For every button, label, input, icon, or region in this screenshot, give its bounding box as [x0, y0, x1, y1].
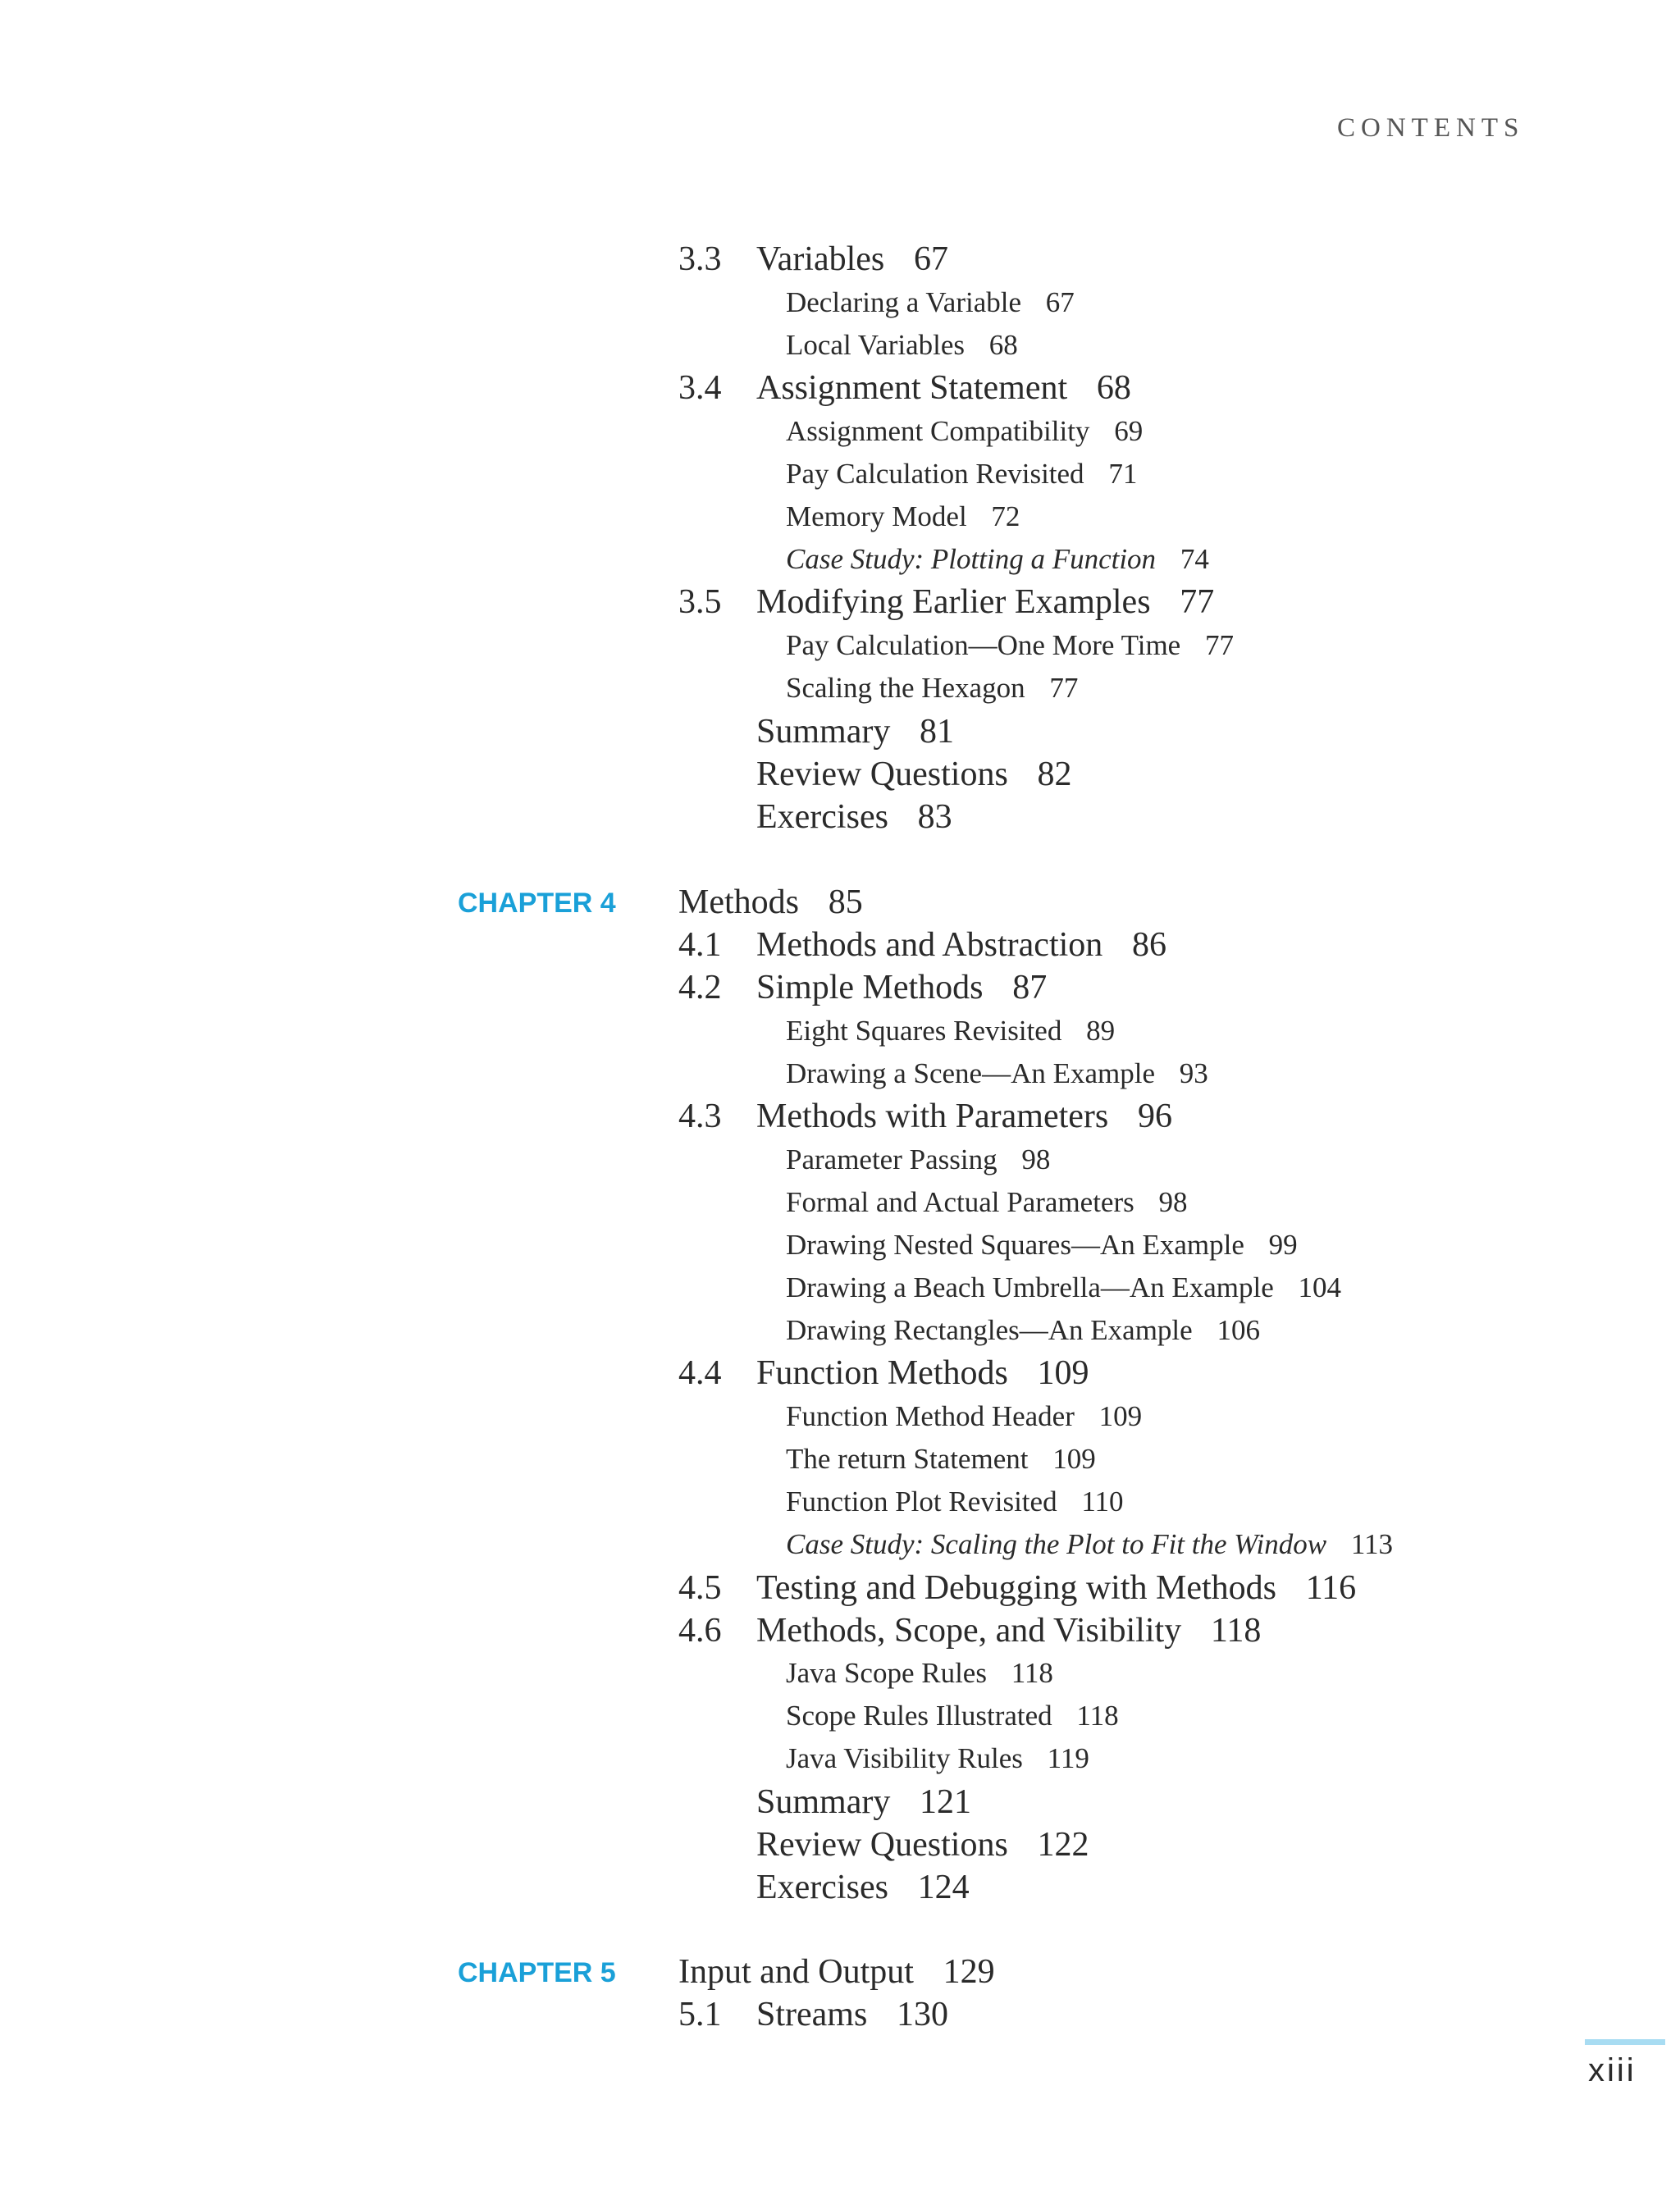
entry-page-number: 89 — [1086, 1015, 1116, 1047]
entry-page-number: 122 — [1037, 1826, 1089, 1864]
entry-page-number: 77 — [1180, 583, 1215, 621]
subsection-entry — [786, 415, 1143, 448]
entry-page-number: 72 — [991, 500, 1020, 532]
entry-page-number: 104 — [1298, 1271, 1342, 1303]
entry-title: Drawing Nested Squares—An Example — [786, 1229, 1244, 1261]
subsection-entry — [786, 1143, 1050, 1176]
folio-rule — [1585, 2039, 1665, 2045]
chapter-entry — [678, 1952, 995, 1992]
entry-title: Function Methods — [756, 1354, 1008, 1392]
subsection-entry — [786, 1015, 1115, 1047]
entry-page-number: 109 — [1098, 1400, 1143, 1432]
subsection-entry — [786, 1229, 1298, 1262]
entry-title: Java Scope Rules — [786, 1657, 987, 1689]
entry-title: Eight Squares Revisited — [786, 1015, 1062, 1047]
page-number: xiii — [1588, 2052, 1637, 2088]
section-number: 4.6 — [678, 1612, 722, 1650]
chapter-entry — [678, 883, 863, 922]
section-entry — [756, 712, 954, 751]
chapter-label: CHAPTER 4 — [458, 888, 616, 919]
subsection-entry — [786, 543, 1209, 576]
entry-title: Review Questions — [756, 1826, 1008, 1864]
section-number: 4.4 — [678, 1354, 722, 1392]
section-entry — [756, 240, 948, 279]
section-entry — [756, 1611, 1261, 1650]
entry-page-number: 74 — [1180, 543, 1209, 575]
subsection-entry — [786, 500, 1020, 533]
section-number: 3.3 — [678, 240, 722, 278]
section-entry — [756, 755, 1071, 794]
entry-title: Scope Rules Illustrated — [786, 1700, 1052, 1732]
section-entry — [756, 368, 1131, 408]
subsection-entry — [786, 286, 1075, 319]
subsection-entry — [786, 1657, 1053, 1690]
entry-title: Methods with Parameters — [756, 1098, 1109, 1135]
entry-title: Function Plot Revisited — [786, 1486, 1057, 1518]
entry-title: The return Statement — [786, 1443, 1029, 1475]
entry-title: Summary — [756, 713, 891, 751]
subsection-entry — [786, 1700, 1119, 1732]
entry-title: Pay Calculation—One More Time — [786, 629, 1181, 661]
entry-page-number: 69 — [1114, 415, 1144, 447]
entry-page-number: 99 — [1268, 1229, 1298, 1261]
section-entry — [756, 1097, 1172, 1136]
entry-page-number: 129 — [943, 1953, 995, 1991]
subsection-entry — [786, 1186, 1187, 1219]
entry-title: Declaring a Variable — [786, 286, 1021, 318]
entry-page-number: 113 — [1350, 1528, 1394, 1560]
entry-title: Case Study: Plotting a Function — [786, 543, 1157, 575]
running-head: CONTENTS — [1337, 113, 1525, 143]
entry-page-number: 85 — [828, 883, 863, 921]
entry-title: Assignment Statement — [756, 369, 1068, 407]
entry-page-number: 109 — [1037, 1354, 1089, 1392]
entry-page-number: 109 — [1052, 1443, 1096, 1475]
entry-page-number: 86 — [1131, 926, 1166, 964]
entry-title: Formal and Actual Parameters — [786, 1186, 1134, 1218]
entry-title: Java Visibility Rules — [786, 1742, 1023, 1774]
entry-title: Assignment Compatibility — [786, 415, 1090, 447]
entry-page-number: 83 — [917, 798, 952, 836]
entry-title: Summary — [756, 1783, 891, 1821]
entry-page-number: 118 — [1076, 1700, 1119, 1732]
section-entry — [756, 797, 952, 837]
subsection-entry — [786, 1271, 1341, 1304]
entry-title: Exercises — [756, 1869, 888, 1906]
entry-title: Methods and Abstraction — [756, 926, 1103, 964]
entry-title: Variables — [756, 240, 885, 278]
entry-title: Methods — [678, 883, 799, 921]
entry-page-number: 118 — [1210, 1612, 1262, 1650]
chapter-label: CHAPTER 5 — [458, 1957, 616, 1988]
entry-title: Drawing Rectangles—An Example — [786, 1314, 1193, 1346]
entry-title: Modifying Earlier Examples — [756, 583, 1151, 621]
section-number: 3.5 — [678, 583, 722, 621]
subsection-entry — [786, 629, 1234, 662]
section-number: 4.1 — [678, 926, 722, 964]
subsection-entry — [786, 1528, 1393, 1561]
entry-page-number: 106 — [1217, 1314, 1260, 1346]
section-number: 4.2 — [678, 969, 722, 1006]
entry-page-number: 98 — [1021, 1143, 1051, 1175]
section-entry — [756, 1353, 1089, 1393]
entry-page-number: 124 — [917, 1869, 970, 1906]
subsection-entry — [786, 1486, 1124, 1518]
entry-title: Testing and Debugging with Methods — [756, 1569, 1276, 1607]
entry-page-number: 68 — [1096, 369, 1131, 407]
section-number: 4.3 — [678, 1098, 722, 1135]
section-entry — [756, 582, 1214, 622]
entry-title: Review Questions — [756, 755, 1008, 793]
subsection-entry — [786, 329, 1018, 362]
entry-title: Local Variables — [786, 329, 966, 361]
entry-title: Memory Model — [786, 500, 967, 532]
section-entry — [756, 925, 1166, 965]
entry-page-number: 67 — [1045, 286, 1075, 318]
entry-page-number: 130 — [897, 1996, 948, 2033]
entry-page-number: 110 — [1081, 1486, 1124, 1518]
subsection-entry — [786, 672, 1078, 705]
section-entry — [756, 1782, 971, 1822]
entry-page-number: 96 — [1137, 1098, 1172, 1135]
section-entry — [756, 1995, 948, 2034]
entry-page-number: 87 — [1012, 969, 1048, 1006]
entry-title: Scaling the Hexagon — [786, 672, 1025, 704]
entry-title: Pay Calculation Revisited — [786, 458, 1084, 490]
entry-page-number: 119 — [1047, 1742, 1089, 1774]
entry-page-number: 67 — [913, 240, 948, 278]
subsection-entry — [786, 458, 1137, 491]
entry-page-number: 71 — [1108, 458, 1138, 490]
entry-page-number: 121 — [920, 1783, 972, 1821]
section-entry — [756, 1568, 1356, 1608]
entry-page-number: 77 — [1204, 629, 1234, 661]
subsection-entry — [786, 1400, 1142, 1433]
entry-page-number: 81 — [920, 713, 955, 751]
entry-title: Function Method Header — [786, 1400, 1075, 1432]
entry-page-number: 82 — [1037, 755, 1072, 793]
subsection-entry — [786, 1057, 1208, 1090]
entry-title: Case Study: Scaling the Plot to Fit the Window — [786, 1528, 1327, 1560]
entry-title: Streams — [756, 1996, 868, 2033]
section-entry — [756, 1825, 1089, 1864]
section-number: 3.4 — [678, 369, 722, 407]
entry-page-number: 68 — [988, 329, 1018, 361]
section-entry — [756, 968, 1047, 1007]
section-entry — [756, 1868, 970, 1907]
entry-title: Drawing a Scene—An Example — [786, 1057, 1155, 1089]
entry-title: Parameter Passing — [786, 1143, 998, 1175]
section-number: 4.5 — [678, 1569, 722, 1607]
subsection-entry — [786, 1742, 1089, 1775]
entry-title: Drawing a Beach Umbrella—An Example — [786, 1271, 1274, 1303]
entry-page-number: 77 — [1049, 672, 1079, 704]
entry-title: Input and Output — [678, 1953, 914, 1991]
entry-title: Simple Methods — [756, 969, 984, 1006]
entry-page-number: 93 — [1179, 1057, 1208, 1089]
subsection-entry — [786, 1314, 1260, 1347]
entry-page-number: 116 — [1305, 1569, 1357, 1607]
section-number: 5.1 — [678, 1996, 722, 2033]
subsection-entry — [786, 1443, 1096, 1476]
entry-page-number: 118 — [1011, 1657, 1053, 1689]
entry-title: Exercises — [756, 798, 888, 836]
entry-page-number: 98 — [1158, 1186, 1188, 1218]
entry-title: Methods, Scope, and Visibility — [756, 1612, 1182, 1650]
